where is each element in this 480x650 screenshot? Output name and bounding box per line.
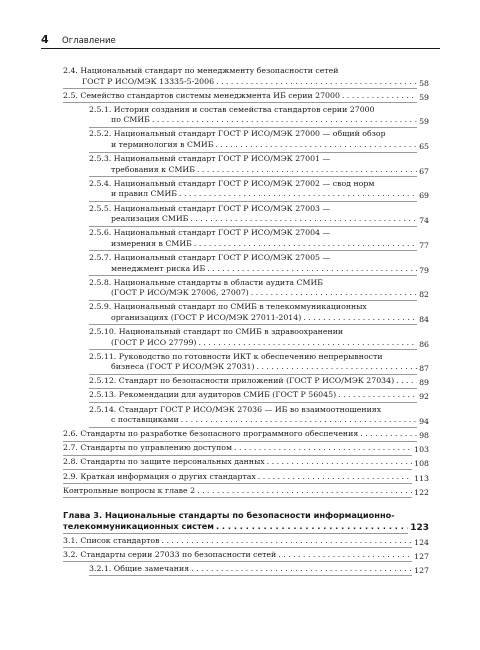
entry-divider (89, 152, 429, 153)
entry-divider (63, 441, 429, 442)
toc-entry-text: 2.5.6. Национальный стандарт ГОСТ Р ИСО/МЭК 27004 — (89, 228, 331, 238)
toc-entry (63, 327, 429, 350)
toc-page-number: 124 (414, 537, 429, 547)
toc-entry-text: по СМИБ . . . (89, 115, 429, 126)
toc-entry (63, 550, 429, 563)
toc-entry (63, 457, 429, 470)
toc-entry-text: менеджмент риска ИБ . . . (89, 264, 429, 275)
toc-entry-text: (ГОСТ Р ИСО 27799) . . . (89, 338, 429, 349)
toc-entry-text: измерения в СМИБ . . . (89, 239, 429, 250)
toc-page-number: 122 (414, 487, 429, 497)
entry-divider (63, 469, 429, 470)
toc-entry-text: 2.5.3. Национальный стандарт ГОСТ Р ИСО/МЭК 27001 — (89, 154, 331, 164)
toc-page-number: 87 (419, 364, 429, 374)
entry-divider (63, 483, 429, 484)
toc-page-number: 79 (419, 265, 429, 275)
toc-entry-text: 2.5. Семейство стандартов системы менеджмента ИБ серии 27000 . . . (63, 91, 429, 102)
toc-entry-text: 2.5.8. Национальные стандарты в области аудита СМИБ (89, 277, 324, 287)
entry-divider (89, 226, 429, 227)
entry-divider (89, 374, 429, 375)
toc-entry-text: с поставщиками . . . (89, 415, 429, 426)
running-header (41, 28, 440, 49)
toc-page-number: 98 (419, 431, 429, 441)
toc-entry-text: бизнеса (ГОСТ Р ИСО/МЭК 27031) . . . (89, 362, 429, 373)
entry-divider (89, 127, 429, 128)
toc-entry-text: и правил СМИБ . . . (89, 189, 429, 200)
table-of-contents (63, 66, 429, 578)
toc-entry-text: 2.5.13. Рекомендации для аудиторов СМИБ (ГОСТ Р 56045) . . . (89, 390, 429, 401)
entry-divider (63, 102, 429, 103)
toc-entry (63, 376, 429, 389)
toc-entry-text: 2.5.2. Национальный стандарт ГОСТ Р ИСО/МЭК 27000 — общий обзор (89, 129, 386, 139)
toc-entry-text: и терминология в СМИБ . . . (89, 140, 429, 151)
toc-entry-text: 3.2. Стандарты серии 27033 по безопасности сетей . . . (63, 550, 429, 561)
toc-entry (63, 536, 429, 549)
toc-entry (63, 91, 429, 104)
entry-divider (89, 575, 429, 576)
toc-page-number: 103 (414, 445, 429, 455)
toc-entry (63, 179, 429, 202)
toc-entry (63, 302, 429, 325)
chapter-heading-text: Глава 3. Национальные стандарты по безопасности информационно- (63, 510, 395, 521)
entry-divider (63, 497, 429, 498)
entry-divider (89, 275, 429, 276)
toc-page-number: 84 (419, 314, 429, 324)
toc-page-number: 113 (414, 473, 429, 483)
toc-entry-text: Контрольные вопросы к главе 2 . . . (63, 486, 429, 497)
toc-entry (63, 129, 429, 152)
toc-entry (63, 472, 429, 485)
entry-divider (89, 388, 429, 389)
toc-page-number: 89 (419, 378, 429, 388)
toc-entry-text: 2.6. Стандарты по разработке безопасного программного обеспечения . . . (63, 429, 429, 440)
entry-divider (89, 176, 429, 177)
entry-divider (63, 561, 429, 562)
toc-entry-text: 2.5.14. Стандарт ГОСТ Р ИСО/МЭК 27036 — ИБ во взаимоотношениях (89, 404, 382, 414)
entry-divider (63, 88, 429, 89)
toc-page-number: 82 (419, 290, 429, 300)
toc-page-number: 77 (419, 240, 429, 250)
toc-page-number: 127 (414, 551, 429, 561)
toc-entry-text: 2.5.11. Руководство по готовности ИКТ к обеспечению непрерывности (89, 351, 383, 361)
toc-entry-text: 2.5.1. История создания и состав семейства стандартов серии 27000 (89, 104, 375, 114)
chapter-heading-text: телекоммуникационных систем . . . (63, 521, 429, 532)
toc-page-number: 67 (419, 166, 429, 176)
toc-entry-text: 2.7. Стандарты по управлению доступом . . . (63, 443, 429, 454)
toc-entry-text: 3.1. Список стандартов . . . (63, 536, 429, 547)
running-title: Оглавление (62, 36, 116, 46)
toc-entry-text: 2.5.5. Национальный стандарт ГОСТ Р ИСО/МЭК 27003 — (89, 203, 331, 213)
toc-entry (63, 405, 429, 428)
entry-divider (89, 427, 429, 428)
toc-page-number: 108 (414, 459, 429, 469)
toc-entry (63, 228, 429, 251)
entry-divider (89, 250, 429, 251)
toc-entry-text: организациях (ГОСТ Р ИСО/МЭК 27011-2014) . . . (89, 313, 429, 324)
toc-page-number: 65 (419, 142, 429, 152)
entry-divider (89, 300, 429, 301)
toc-entry-text: ГОСТ Р ИСО/МЭК 13335-5-2006 . . . (63, 77, 429, 88)
toc-entry (63, 278, 429, 301)
toc-page-number: 59 (419, 117, 429, 127)
toc-page-number: 92 (419, 392, 429, 402)
entry-divider (89, 349, 429, 350)
entry-divider (89, 402, 429, 403)
toc-entry-text: 2.5.7. Национальный стандарт ГОСТ Р ИСО/МЭК 27005 — (89, 252, 331, 262)
toc-entry (63, 253, 429, 276)
toc-entry (63, 443, 429, 456)
entry-divider (89, 201, 429, 202)
toc-entry (63, 66, 429, 89)
chapter-page-number: 123 (410, 523, 429, 534)
toc-page-number: 69 (419, 191, 429, 201)
entry-divider (89, 324, 429, 325)
toc-entry-text: 2.5.4. Национальный стандарт ГОСТ Р ИСО/МЭК 27002 — свод норм (89, 178, 375, 188)
toc-entry (63, 564, 429, 577)
toc-page-number: 59 (419, 92, 429, 102)
page-number: 4 (41, 33, 49, 46)
toc-entry (63, 105, 429, 128)
entry-divider (63, 455, 429, 456)
toc-entry-text: 2.5.12. Стандарт по безопасности приложений (ГОСТ Р ИСО/МЭК 27034) . . . (89, 376, 429, 387)
entry-divider (63, 547, 429, 548)
toc-entry (63, 204, 429, 227)
toc-entry (63, 154, 429, 177)
toc-entry-text: 2.5.9. Национальный стандарт по СМИБ в телекоммуникационных (89, 302, 367, 312)
toc-entry-text: 2.8. Стандарты по защите персональных данных . . . (63, 457, 429, 468)
toc-page-number: 74 (419, 216, 429, 226)
toc-page-number: 127 (414, 565, 429, 575)
chapter-heading (63, 510, 429, 534)
toc-entry (63, 390, 429, 403)
toc-entry-text: 2.4. Национальный стандарт по менеджменту безопасности сетей (63, 66, 339, 75)
toc-entry (63, 429, 429, 442)
toc-entry (63, 486, 429, 499)
toc-page-number: 86 (419, 339, 429, 349)
toc-entry-text: 2.5.10. Национальный стандарт по СМИБ в здравоохранении (89, 326, 344, 336)
toc-entry (63, 352, 429, 375)
toc-page-number: 94 (419, 417, 429, 427)
entry-divider (63, 533, 429, 534)
toc-entry-text: (ГОСТ Р ИСО/МЭК 27006, 27007) . . . (89, 288, 429, 299)
toc-entry-text: реализация СМИБ . . . (89, 214, 429, 225)
toc-entry-text: требования к СМИБ . . . (89, 165, 429, 176)
toc-page-number: 58 (419, 78, 429, 88)
toc-entry-text: 3.2.1. Общие замечания . . . (89, 564, 429, 575)
toc-entry-text: 2.9. Краткая информация о других стандартах . . . (63, 472, 429, 483)
